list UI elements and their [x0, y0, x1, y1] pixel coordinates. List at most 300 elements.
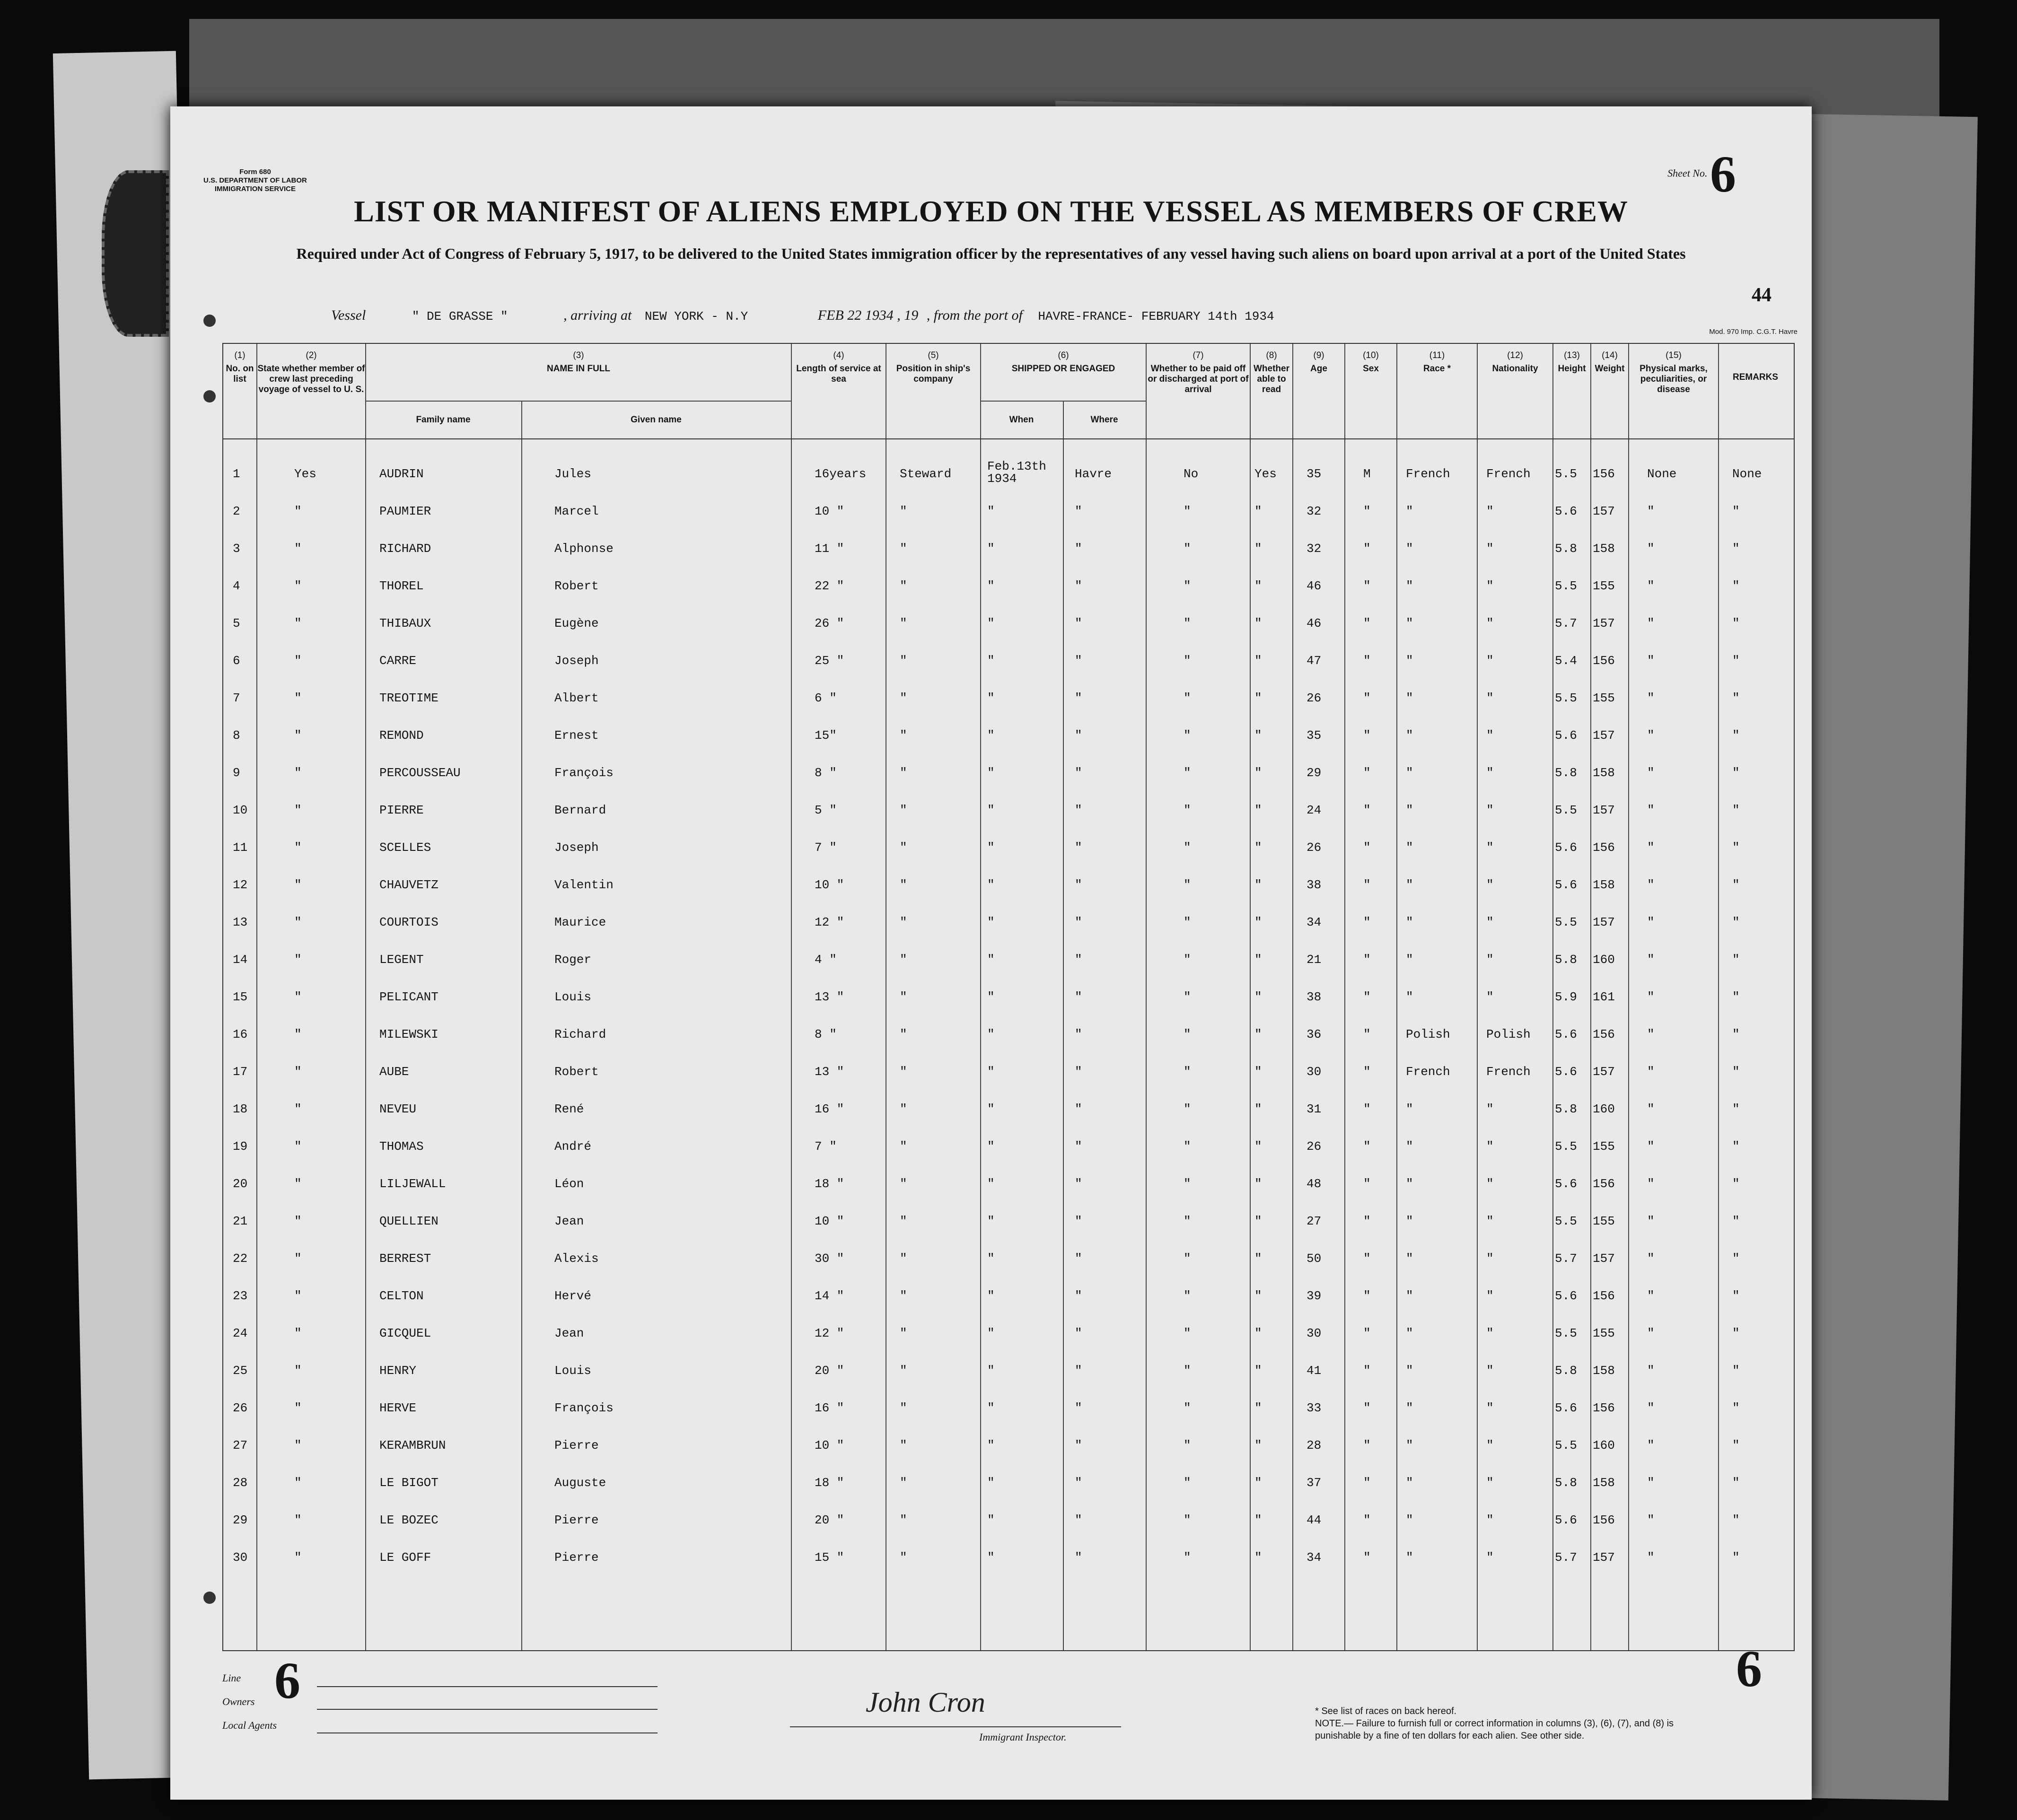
paid-off: ": [1184, 1513, 1191, 1527]
prev-voyage: ": [294, 504, 302, 518]
paid-off: ": [1184, 691, 1191, 705]
service-length: 14 ": [815, 1289, 844, 1303]
nationality: ": [1486, 1438, 1494, 1452]
age: 44: [1307, 1513, 1322, 1527]
prev-voyage: ": [294, 1251, 302, 1266]
shipped-where: ": [1075, 1364, 1082, 1378]
row-number: 24: [233, 1326, 248, 1340]
sex: ": [1363, 1550, 1371, 1565]
table-row: [223, 1542, 1794, 1579]
able-to-read: ": [1254, 1326, 1262, 1340]
arrival-port: NEW YORK - N.Y: [644, 309, 748, 324]
shipped-where: ": [1075, 766, 1082, 780]
race: ": [1406, 728, 1413, 743]
nationality: French: [1486, 467, 1531, 481]
row-number: 4: [233, 579, 240, 593]
able-to-read: ": [1254, 1214, 1262, 1228]
physical-marks: ": [1647, 1251, 1655, 1266]
weight: 157: [1593, 616, 1615, 630]
paid-off: ": [1184, 915, 1191, 929]
weight: 158: [1593, 1476, 1615, 1490]
shipped-where: ": [1075, 654, 1082, 668]
given-name: Louis: [554, 1364, 592, 1378]
shipped-where: ": [1075, 1550, 1082, 1565]
service-length: 20 ": [815, 1513, 844, 1527]
prev-voyage: ": [294, 766, 302, 780]
family-name: MILEWSKI: [379, 1027, 438, 1041]
physical-marks: ": [1647, 1513, 1655, 1527]
divider: [365, 401, 791, 402]
weight: 155: [1593, 1139, 1615, 1154]
height: 5.6: [1555, 1065, 1577, 1079]
shipped-when: Feb.13th 1934: [987, 459, 1046, 486]
row-number: 17: [233, 1065, 248, 1079]
row-number: 13: [233, 915, 248, 929]
sex: ": [1363, 953, 1371, 967]
height: 5.7: [1555, 616, 1577, 630]
physical-marks: ": [1647, 728, 1655, 743]
family-name: THIBAUX: [379, 616, 431, 630]
age: 32: [1307, 542, 1322, 556]
prev-voyage: ": [294, 1139, 302, 1154]
age: 31: [1307, 1102, 1322, 1116]
remarks: ": [1732, 504, 1740, 518]
shipped-when: ": [987, 691, 995, 705]
prev-voyage: ": [294, 579, 302, 593]
age: 26: [1307, 1139, 1322, 1154]
page-subtitle: Required under Act of Congress of February 5, 1917, to be delivered to the United States immigration officer by the representatives of any vessel having such aliens on board upon arrival at a port of the United States: [296, 245, 1686, 262]
weight: 156: [1593, 840, 1615, 855]
weight: 157: [1593, 803, 1615, 817]
physical-marks: ": [1647, 1139, 1655, 1154]
shipped-when: ": [987, 1065, 995, 1079]
remarks: ": [1732, 1550, 1740, 1565]
family-name: PERCOUSSEAU: [379, 766, 461, 780]
able-to-read: ": [1254, 1401, 1262, 1415]
service-length: 8 ": [815, 1027, 837, 1041]
physical-marks: ": [1647, 953, 1655, 967]
sex: ": [1363, 1364, 1371, 1378]
family-name: PELICANT: [379, 990, 438, 1004]
race: ": [1406, 766, 1413, 780]
able-to-read: ": [1254, 1364, 1262, 1378]
given-name: Pierre: [554, 1550, 599, 1565]
service-length: 12 ": [815, 915, 844, 929]
header-no: (1) No. on list: [226, 350, 254, 384]
signature-line: [317, 1709, 658, 1710]
race: ": [1406, 1214, 1413, 1228]
weight: 160: [1593, 1438, 1615, 1452]
height: 5.4: [1555, 654, 1577, 668]
position: ": [900, 1027, 907, 1041]
family-name: NEVEU: [379, 1102, 417, 1116]
row-number: 27: [233, 1438, 248, 1452]
line-number: 6: [274, 1652, 300, 1709]
prev-voyage: ": [294, 840, 302, 855]
race: ": [1406, 504, 1413, 518]
shipped-when: ": [987, 579, 995, 593]
age: 47: [1307, 654, 1322, 668]
weight: 157: [1593, 1251, 1615, 1266]
shipped-where: ": [1075, 504, 1082, 518]
header-paid-off: (7) Whether to be paid off or discharged at port of arrival: [1146, 344, 1250, 438]
height: 5.8: [1555, 542, 1577, 556]
nationality: ": [1486, 1214, 1494, 1228]
position: ": [900, 1251, 907, 1266]
prev-voyage: ": [294, 616, 302, 630]
service-length: 10 ": [815, 1214, 844, 1228]
able-to-read: ": [1254, 1513, 1262, 1527]
age: 46: [1307, 579, 1322, 593]
row-number: 1: [233, 467, 240, 481]
paid-off: ": [1184, 1065, 1191, 1079]
position: ": [900, 1438, 907, 1452]
given-name: Louis: [554, 990, 592, 1004]
service-length: 16 ": [815, 1401, 844, 1415]
table-row: [223, 1243, 1794, 1280]
nationality: ": [1486, 1289, 1494, 1303]
nationality: ": [1486, 654, 1494, 668]
position: ": [900, 1177, 907, 1191]
weight: 155: [1593, 1214, 1615, 1228]
weight: 156: [1593, 1027, 1615, 1041]
given-name: Valentin: [554, 878, 614, 892]
row-number: 16: [233, 1027, 248, 1041]
age: 26: [1307, 691, 1322, 705]
age: 27: [1307, 1214, 1322, 1228]
table-row: [223, 533, 1794, 570]
sex: ": [1363, 579, 1371, 593]
family-name: HENRY: [379, 1364, 417, 1378]
header-service: (4) Length of service at sea: [791, 344, 886, 438]
family-name: GICQUEL: [379, 1326, 431, 1340]
given-name: Hervé: [554, 1289, 592, 1303]
able-to-read: ": [1254, 728, 1262, 743]
sex: ": [1363, 1102, 1371, 1116]
family-name: REMOND: [379, 728, 424, 743]
nationality: ": [1486, 1102, 1494, 1116]
family-name: HERVE: [379, 1401, 417, 1415]
family-name: PAUMIER: [379, 504, 431, 518]
remarks: ": [1732, 803, 1740, 817]
table-row: [223, 1318, 1794, 1355]
paid-off: No: [1184, 467, 1199, 481]
nationality: ": [1486, 1177, 1494, 1191]
service-length: 10 ": [815, 504, 844, 518]
sex: ": [1363, 766, 1371, 780]
race: ": [1406, 878, 1413, 892]
nationality: ": [1486, 1476, 1494, 1490]
service-length: 11 ": [815, 542, 844, 556]
physical-marks: None: [1647, 467, 1677, 481]
table-row: [223, 1505, 1794, 1542]
punch-hole: [203, 315, 216, 327]
shipped-where: ": [1075, 616, 1082, 630]
shipped-where: ": [1075, 1214, 1082, 1228]
given-name: Léon: [554, 1177, 584, 1191]
shipped-where: ": [1075, 878, 1082, 892]
header-sex: (10) Sex: [1344, 344, 1396, 438]
family-name: THOMAS: [379, 1139, 424, 1154]
race: ": [1406, 616, 1413, 630]
shipped-when: ": [987, 915, 995, 929]
table-row: [223, 1392, 1794, 1430]
row-number: 11: [233, 840, 248, 855]
sheet-number: Sheet No. 6: [1667, 145, 1736, 203]
weight: 155: [1593, 1326, 1615, 1340]
paid-off: ": [1184, 1289, 1191, 1303]
given-name: Roger: [554, 953, 592, 967]
paid-off: ": [1184, 1438, 1191, 1452]
nationality: French: [1486, 1065, 1531, 1079]
age: 34: [1307, 915, 1322, 929]
shipped-when: ": [987, 1027, 995, 1041]
row-number: 19: [233, 1139, 248, 1154]
paid-off: ": [1184, 1177, 1191, 1191]
row-number: 6: [233, 654, 240, 668]
departure-port: HAVRE-FRANCE- FEBRUARY 14th 1934: [1038, 309, 1274, 324]
family-name: CHAUVETZ: [379, 878, 438, 892]
height: 5.6: [1555, 1027, 1577, 1041]
table-row: [223, 682, 1794, 720]
physical-marks: ": [1647, 878, 1655, 892]
race: ": [1406, 953, 1413, 967]
given-name: Alphonse: [554, 542, 614, 556]
position: ": [900, 1401, 907, 1415]
table-row: [223, 1206, 1794, 1243]
physical-marks: ": [1647, 542, 1655, 556]
able-to-read: ": [1254, 542, 1262, 556]
age: 48: [1307, 1177, 1322, 1191]
prev-voyage: ": [294, 654, 302, 668]
height: 5.5: [1555, 1214, 1577, 1228]
prev-voyage: ": [294, 990, 302, 1004]
position: ": [900, 1139, 907, 1154]
shipped-when: ": [987, 840, 995, 855]
punch-hole: [203, 1592, 216, 1604]
paid-off: ": [1184, 1102, 1191, 1116]
position: ": [900, 915, 907, 929]
row-number: 23: [233, 1289, 248, 1303]
nationality: ": [1486, 504, 1494, 518]
age: 30: [1307, 1065, 1322, 1079]
paid-off: ": [1184, 504, 1191, 518]
given-name: Albert: [554, 691, 599, 705]
shipped-where: ": [1075, 691, 1082, 705]
sex: ": [1363, 1289, 1371, 1303]
race: ": [1406, 1251, 1413, 1266]
sex: ": [1363, 915, 1371, 929]
shipped-where: ": [1075, 542, 1082, 556]
able-to-read: ": [1254, 878, 1262, 892]
age: 37: [1307, 1476, 1322, 1490]
shipped-when: ": [987, 1550, 995, 1565]
nationality: ": [1486, 691, 1494, 705]
family-name: RICHARD: [379, 542, 431, 556]
inspector-label: Immigrant Inspector.: [979, 1731, 1067, 1743]
position: ": [900, 803, 907, 817]
paid-off: ": [1184, 1326, 1191, 1340]
paid-off: ": [1184, 1476, 1191, 1490]
shipped-where: ": [1075, 1289, 1082, 1303]
sex: ": [1363, 878, 1371, 892]
service-length: 22 ": [815, 579, 844, 593]
physical-marks: ": [1647, 616, 1655, 630]
position: ": [900, 616, 907, 630]
weight: 158: [1593, 542, 1615, 556]
service-length: 26 ": [815, 616, 844, 630]
service-length: 8 ": [815, 766, 837, 780]
able-to-read: ": [1254, 1102, 1262, 1116]
age: 46: [1307, 616, 1322, 630]
service-length: 30 ": [815, 1251, 844, 1266]
paid-off: ": [1184, 1251, 1191, 1266]
physical-marks: ": [1647, 766, 1655, 780]
remarks: ": [1732, 1438, 1740, 1452]
shipped-where: ": [1075, 1438, 1082, 1452]
prev-voyage: ": [294, 915, 302, 929]
height: 5.7: [1555, 1550, 1577, 1565]
prev-voyage: ": [294, 542, 302, 556]
nationality: ": [1486, 766, 1494, 780]
shipped-when: ": [987, 766, 995, 780]
service-length: 16years: [815, 467, 867, 481]
race: ": [1406, 542, 1413, 556]
table-row: [223, 869, 1794, 907]
row-number: 7: [233, 691, 240, 705]
position: ": [900, 579, 907, 593]
height: 5.6: [1555, 1401, 1577, 1415]
service-length: 13 ": [815, 990, 844, 1004]
nationality: ": [1486, 1251, 1494, 1266]
physical-marks: ": [1647, 1550, 1655, 1565]
weight: 157: [1593, 728, 1615, 743]
table-body: [223, 439, 1794, 1650]
line-label: Line: [222, 1672, 241, 1684]
height: 5.5: [1555, 467, 1577, 481]
table-row: [223, 795, 1794, 832]
given-name: François: [554, 1401, 614, 1415]
service-length: 18 ": [815, 1476, 844, 1490]
family-name: TREOTIME: [379, 691, 438, 705]
table-header: [223, 344, 1794, 439]
age: 35: [1307, 728, 1322, 743]
table-row: [223, 496, 1794, 533]
able-to-read: ": [1254, 1550, 1262, 1565]
given-name: Maurice: [554, 915, 606, 929]
paid-off: ": [1184, 878, 1191, 892]
paid-off: ": [1184, 579, 1191, 593]
age: 35: [1307, 467, 1322, 481]
physical-marks: ": [1647, 1326, 1655, 1340]
family-name: QUELLIEN: [379, 1214, 438, 1228]
table-row: [223, 1280, 1794, 1318]
nationality: ": [1486, 915, 1494, 929]
table-row: [223, 645, 1794, 682]
row-number: 9: [233, 766, 240, 780]
paid-off: ": [1184, 654, 1191, 668]
shipped-where: ": [1075, 1177, 1082, 1191]
able-to-read: ": [1254, 803, 1262, 817]
remarks: ": [1732, 990, 1740, 1004]
position: ": [900, 654, 907, 668]
given-name: Joseph: [554, 840, 599, 855]
prev-voyage: ": [294, 1177, 302, 1191]
prev-voyage: ": [294, 803, 302, 817]
table-row: [223, 981, 1794, 1019]
able-to-read: ": [1254, 1251, 1262, 1266]
race: ": [1406, 990, 1413, 1004]
physical-marks: ": [1647, 504, 1655, 518]
vessel-line: Vessel " DE GRASSE " , arriving at NEW YORK - N.Y FEB 22 1934 , 19 , from the port of HAVRE-FRANCE- FEBRUARY 14th 1934: [331, 307, 1274, 324]
inspector-signature: John Cron: [866, 1687, 985, 1718]
position: Steward: [900, 467, 952, 481]
physical-marks: ": [1647, 1401, 1655, 1415]
paid-off: ": [1184, 766, 1191, 780]
nationality: ": [1486, 542, 1494, 556]
remarks: ": [1732, 1476, 1740, 1490]
height: 5.5: [1555, 1139, 1577, 1154]
given-name: Pierre: [554, 1438, 599, 1452]
shipped-when: ": [987, 504, 995, 518]
height: 5.6: [1555, 840, 1577, 855]
able-to-read: ": [1254, 504, 1262, 518]
vessel-name: " DE GRASSE ": [412, 309, 508, 324]
table-row: [223, 757, 1794, 795]
prev-voyage: ": [294, 1364, 302, 1378]
position: ": [900, 1476, 907, 1490]
age: 29: [1307, 766, 1322, 780]
physical-marks: ": [1647, 654, 1655, 668]
weight: 160: [1593, 953, 1615, 967]
remarks: ": [1732, 542, 1740, 556]
age: 32: [1307, 504, 1322, 518]
age: 28: [1307, 1438, 1322, 1452]
manifest-page: [170, 106, 1812, 1800]
service-length: 18 ": [815, 1177, 844, 1191]
nationality: ": [1486, 1139, 1494, 1154]
paid-off: ": [1184, 1214, 1191, 1228]
table-row: [223, 1168, 1794, 1206]
remarks: ": [1732, 878, 1740, 892]
age: 50: [1307, 1251, 1322, 1266]
weight: 156: [1593, 1289, 1615, 1303]
nationality: ": [1486, 1401, 1494, 1415]
nationality: ": [1486, 953, 1494, 967]
row-number: 8: [233, 728, 240, 743]
service-length: 25 ": [815, 654, 844, 668]
able-to-read: ": [1254, 1027, 1262, 1041]
crew-table: [222, 343, 1795, 1651]
header-nationality: (12) Nationality: [1477, 344, 1552, 438]
race: ": [1406, 915, 1413, 929]
family-name: LE GOFF: [379, 1550, 431, 1565]
position: ": [900, 542, 907, 556]
height: 5.8: [1555, 1102, 1577, 1116]
paid-off: ": [1184, 1550, 1191, 1565]
row-number: 12: [233, 878, 248, 892]
given-name: Jean: [554, 1326, 584, 1340]
table-row: [223, 608, 1794, 645]
nationality: ": [1486, 1550, 1494, 1565]
remarks: ": [1732, 1251, 1740, 1266]
sex: ": [1363, 1177, 1371, 1191]
weight: 157: [1593, 504, 1615, 518]
remarks: None: [1732, 467, 1762, 481]
sex: ": [1363, 1438, 1371, 1452]
able-to-read: ": [1254, 1438, 1262, 1452]
shipped-when: ": [987, 1251, 995, 1266]
